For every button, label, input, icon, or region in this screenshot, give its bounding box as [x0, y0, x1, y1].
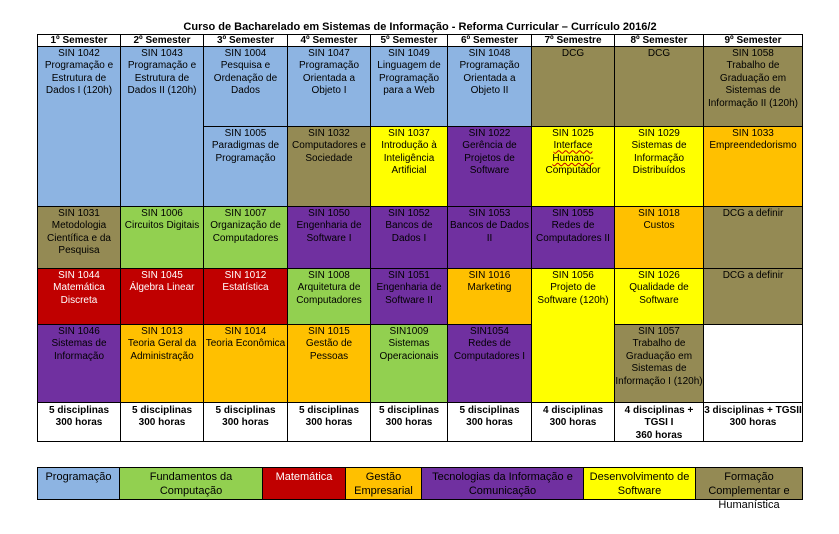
total-text: 5 disciplinas 300 horas [215, 405, 276, 429]
course-text: SIN 1042 Programação e Estrutura de Dados I (120h) [44, 48, 114, 97]
course-text: SIN 1031 Metodologia Científica e da Pesquisa [47, 208, 111, 257]
semester-total-1 [37, 402, 121, 442]
legend-desenvolvimento: Desenvolvimento de Software [583, 467, 696, 500]
course-text: SIN 1014 Teoria Econômica [205, 326, 286, 350]
semester-header-4: 4º Semester [287, 34, 371, 47]
semester-header-7: 7º Semestre [531, 34, 615, 47]
course-text: SIN 1057 Trabalho de Graduação em Sistemas de Informação I (120h) [615, 326, 703, 387]
page-title: Curso de Bacharelado em Sistemas de Informação - Reforma Curricular – Currículo 2016/2 [183, 21, 657, 33]
legend-fundamentos: Fundamentos da Computação [119, 467, 263, 500]
course-text: SIN 1016 Marketing [467, 270, 512, 294]
course-cell-s9-r2 [703, 126, 803, 207]
semester-total-9 [703, 402, 803, 442]
course-text: SIN 1056 Projeto de Software (120h) [537, 270, 609, 306]
total-text: 5 disciplinas 300 horas [459, 405, 520, 429]
course-text: SIN 1044 Matemática Discreta [53, 270, 105, 306]
course-cell-s4-r5 [287, 324, 371, 403]
course-text: DCG [647, 48, 671, 59]
semester-header-6: 6º Semester [447, 34, 532, 47]
semester-total-7 [531, 402, 615, 442]
course-cell-s5-r1 [370, 46, 448, 127]
course-cell-s7-r4 [531, 268, 615, 403]
course-text: SIN 1047 Programação Orientada a Objeto I [298, 48, 360, 97]
semester-header-5: 5º Semester [370, 34, 448, 47]
course-cell-s5-r4 [370, 268, 448, 325]
course-text: SIN 1051 Engenharia de Software II [376, 270, 442, 306]
course-text: SIN 1013 Teoria Geral da Administração [127, 326, 197, 362]
total-text: 4 disciplinas + TGSI I 360 horas [624, 405, 694, 441]
course-cell-s8-r3 [614, 206, 704, 269]
course-text: SIN 1053 Bancos de Dados II [450, 208, 529, 244]
semester-header-9: 9º Semester [703, 34, 803, 47]
semester-total-2 [120, 402, 204, 442]
course-cell-s2-r1 [120, 46, 204, 207]
total-text: 3 disciplinas + TGSII 300 horas [704, 405, 802, 429]
course-cell-s4-r4 [287, 268, 371, 325]
course-cell-s1-r3 [37, 206, 121, 269]
course-text: Humano- [552, 152, 594, 164]
legend-formacao: Formação Complementar e Humanística [695, 467, 803, 500]
course-text: SIN 1055 Redes de Computadores II [536, 208, 610, 244]
course-cell-s2-r4 [120, 268, 204, 325]
course-text: DCG [561, 48, 585, 59]
semester-total-3 [203, 402, 288, 442]
course-cell-s3-r4 [203, 268, 288, 325]
course-cell-s8-r1 [614, 46, 704, 127]
course-text: SIN 1033 Empreendedorismo [709, 128, 797, 152]
total-text: 4 disciplinas 300 horas [542, 405, 604, 429]
course-text: SIN 1015 Gestão de Pessoas [305, 326, 353, 362]
semester-header-1: 1º Semester [37, 34, 121, 47]
course-text: SIN 1049 Linguagem de Programação para a Web [377, 48, 441, 97]
course-cell-s6-r4 [447, 268, 532, 325]
course-text: SIN 1007 Organização de Computadores [210, 208, 281, 244]
course-cell-s6-r5 [447, 324, 532, 403]
curriculum-grid [37, 34, 803, 442]
course-cell-s7-r1 [531, 46, 615, 127]
course-text: DCG a definir [722, 270, 784, 281]
course-cell-s5-r2 [370, 126, 448, 207]
course-cell-s3-r1 [203, 46, 288, 127]
course-text: DCG a definir [722, 208, 784, 219]
semester-header-3: 3º Semester [203, 34, 288, 47]
course-cell-s8-r2 [614, 126, 704, 207]
course-text: SIN 1058 Trabalho de Graduação em Sistemas de Informação II (120h) [707, 48, 799, 109]
course-cell-s6-r2 [447, 126, 532, 207]
course-text: SIN 1043 Programação e Estrutura de Dados II (120h) [127, 48, 197, 97]
course-cell-s3-r2 [203, 126, 288, 207]
course-text: SIN1009 Sistemas Operacionais [379, 326, 439, 362]
course-text: SIN 1022 Gerência de Projetos de Software [462, 128, 517, 177]
course-cell-s9-r3 [703, 206, 803, 269]
legend-programacao: Programação [37, 467, 120, 500]
semester-total-8 [614, 402, 704, 442]
course-cell-s4-r1 [287, 46, 371, 127]
course-text: Computador [545, 165, 601, 177]
course-text: SIN 1037 Introdução à Inteligência Artificial [381, 128, 437, 177]
legend-tecnologias: Tecnologias da Informação e Comunicação [421, 467, 584, 500]
course-text: SIN 1005 Paradigmas de Programação [211, 128, 280, 164]
course-cell-s8-r4 [614, 268, 704, 325]
course-cell-s8-r5 [614, 324, 704, 403]
course-cell-s5-r3 [370, 206, 448, 269]
course-cell-s6-r3 [447, 206, 532, 269]
semester-header-8: 8º Semester [614, 34, 704, 47]
course-text: SIN 1050 Engenharia de Software I [296, 208, 362, 244]
semester-total-4 [287, 402, 371, 442]
legend-gestao: Gestão Empresarial [345, 467, 422, 500]
course-cell-s3-r3 [203, 206, 288, 269]
course-cell-s1-r1 [37, 46, 121, 207]
total-text: 5 disciplinas 300 horas [131, 405, 193, 429]
total-text: 5 disciplinas 300 horas [298, 405, 360, 429]
course-text: SIN 1052 Bancos de Dados I [385, 208, 433, 244]
course-text: SIN 1026 Qualidade de Software [629, 270, 689, 306]
course-cell-s4-r3 [287, 206, 371, 269]
course-text: SIN 1006 Circuitos Digitais [124, 208, 200, 232]
course-text: SIN 1029 Sistemas de Informação Distribuídos [631, 128, 687, 177]
total-text: 5 disciplinas 300 horas [48, 405, 110, 429]
color-legend [37, 467, 803, 511]
course-cell-s6-r1 [447, 46, 532, 127]
course-cell-s9-r1 [703, 46, 803, 127]
course-cell-s4-r2 [287, 126, 371, 207]
semester-header-2: 2º Semester [120, 34, 204, 47]
course-cell-s7-r3 [531, 206, 615, 269]
semester-total-6 [447, 402, 532, 442]
course-cell-s1-r5 [37, 324, 121, 403]
course-text: SIN 1008 Arquitetura de Computadores [296, 270, 362, 306]
course-text: SIN 1032 Computadores e Sociedade [292, 128, 366, 164]
course-text: SIN 1045 Álgebra Linear [129, 270, 195, 294]
course-code: SIN 1025 [552, 128, 594, 139]
course-cell-s1-r4 [37, 268, 121, 325]
course-cell-s3-r5 [203, 324, 288, 403]
course-cell-s5-r5 [370, 324, 448, 403]
course-text: SIN 1012 Estatística [222, 270, 269, 294]
course-cell-s2-r5 [120, 324, 204, 403]
total-text: 5 disciplinas 300 horas [378, 405, 440, 429]
course-cell-s9-r5 [703, 324, 803, 403]
course-text: SIN 1004 Pesquisa e Ordenação de Dados [213, 48, 278, 97]
course-text: SIN 1018 Custos [638, 208, 680, 232]
legend-matematica: Matemática [262, 467, 346, 500]
semester-total-5 [370, 402, 448, 442]
course-text: SIN 1048 Programação Orientada a Objeto II [459, 48, 520, 97]
course-text: SIN 1046 Sistemas de Informação [51, 326, 107, 362]
course-text: SIN1054 Redes de Computadores I [453, 326, 526, 362]
course-cell-s2-r3 [120, 206, 204, 269]
course-cell-s7-r2 [531, 126, 615, 207]
course-cell-s9-r4 [703, 268, 803, 325]
course-text: Interface [553, 140, 593, 152]
